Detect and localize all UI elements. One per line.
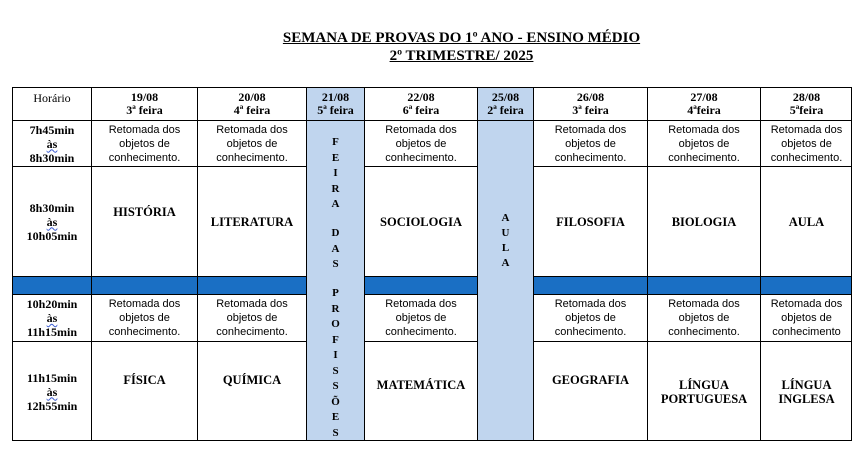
vertical-letter: P [332,287,339,299]
subject-cell: BIOLOGIA [647,166,760,276]
cell-spacer [91,417,197,441]
retomada-cell: Retomada dos objetos de conhecimento. [197,294,306,341]
subject-cell: FILOSOFIA [533,166,647,276]
retomada-cell: Retomada dos objetos de conhecimento. [647,120,760,166]
subject-cell: LÍNGUA INGLESA [760,341,852,441]
vertical-letter: A [331,242,340,255]
header-day [197,87,306,120]
header-weekday: 3ª feira [572,103,609,117]
retomada-cell: Retomada dos objetos de conhecimento. [91,120,197,166]
break-band [647,276,760,294]
header-date: 27/08 [690,90,718,104]
header-weekday: 5ª feira [317,103,354,117]
cell-spacer [91,256,197,276]
vertical-letter: A [501,257,510,269]
cell-spacer [533,417,647,441]
header-day [91,87,197,120]
header-date: 26/08 [576,90,605,104]
page-subtitle: 2º TRIMESTRE/ 2025 [389,48,534,64]
vertical-letter: O [331,318,340,330]
aula-column [477,120,533,441]
header-weekday: 5ªfeira [789,103,824,117]
retomada-cell: Retomada dos objetos de conhecimento. [197,120,306,166]
header-date: 28/08 [792,90,821,104]
subject-cell: LÍNGUA PORTUGUESA [647,341,760,441]
retomada-cell: Retomada dos objetos de conhecimento. [364,120,477,166]
schedule-table [12,87,852,441]
subject-cell: MATEMÁTICA [364,341,477,427]
vertical-letter: F [332,136,339,148]
vertical-letter: Õ [331,395,340,408]
header-date: 25/08 [491,90,520,104]
header-day [760,87,852,120]
time-slot: 10h20min às 11h15min [12,294,91,341]
retomada-cell: Retomada dos objetos de conhecimento. [760,120,852,166]
break-band [760,276,852,294]
header-day [647,87,760,120]
subject-cell: GEOGRAFIA [533,341,647,417]
subject-cell: HISTÓRIA [91,166,197,256]
vertical-letter: S [332,258,339,270]
time-slot: 8h30min às 10h05min [12,166,91,276]
header-date: 20/08 [238,90,266,104]
header-weekday: 2ª feira [487,103,524,117]
vertical-letter: E [331,411,340,423]
vertical-letter: S [332,426,339,439]
vertical-letter: S [332,380,339,392]
vertical-letter: S [332,364,339,377]
vertical-letter: R [331,182,340,195]
break-band [197,276,306,294]
retomada-cell: Retomada dos objetos de conhecimento. [533,120,647,166]
cell-spacer [197,417,306,441]
header-date: 19/08 [130,90,159,104]
break-band [91,276,197,294]
vertical-letter: R [331,302,340,315]
vertical-letter: I [333,349,338,361]
retomada-cell: Retomada dos objetos de conhecimento. [364,294,477,341]
vertical-letter: F [332,333,339,346]
page-title: SEMANA DE PROVAS DO 1º ANO - ENSINO MÉDIO [282,30,641,46]
vertical-letter: L [501,242,510,254]
subject-cell: AULA [760,166,852,276]
subject-cell: SOCIOLOGIA [364,166,477,276]
header-weekday: 4ªfeira [687,103,721,117]
time-slot: 11h15min às 12h55min [12,341,91,441]
retomada-cell: Retomada dos objetos de conhecimento. [533,294,647,341]
vertical-letter: U [501,227,510,239]
header-time-label: Horário [12,87,91,120]
break-band [12,276,91,294]
retomada-cell: Retomada dos objetos de conhecimento [760,294,852,341]
vertical-letter: E [331,151,340,164]
subject-cell: FÍSICA [91,341,197,417]
subject-cell: LITERATURA [197,166,306,276]
time-slot: 7h45min às 8h30min [12,120,91,166]
vertical-letter: I [333,167,338,179]
header-day [306,87,364,120]
vertical-letter: D [331,227,340,239]
cell-spacer [364,427,477,441]
header-day [364,87,477,120]
vertical-letter: A [501,212,510,224]
header-weekday: 6ª feira [402,103,440,117]
vertical-letter: A [331,198,340,210]
subject-cell: QUÍMICA [197,341,306,417]
header-day [477,87,533,120]
break-band [533,276,647,294]
header-weekday: 3ª feira [126,103,163,117]
header-date: 22/08 [407,90,435,104]
header-day [533,87,647,120]
header-weekday: 4ª feira [233,103,271,117]
break-band [364,276,477,294]
retomada-cell: Retomada dos objetos de conhecimento. [647,294,760,341]
retomada-cell: Retomada dos objetos de conhecimento. [91,294,197,341]
feira-das-profissoes-column [306,120,364,441]
header-date: 21/08 [321,90,350,104]
